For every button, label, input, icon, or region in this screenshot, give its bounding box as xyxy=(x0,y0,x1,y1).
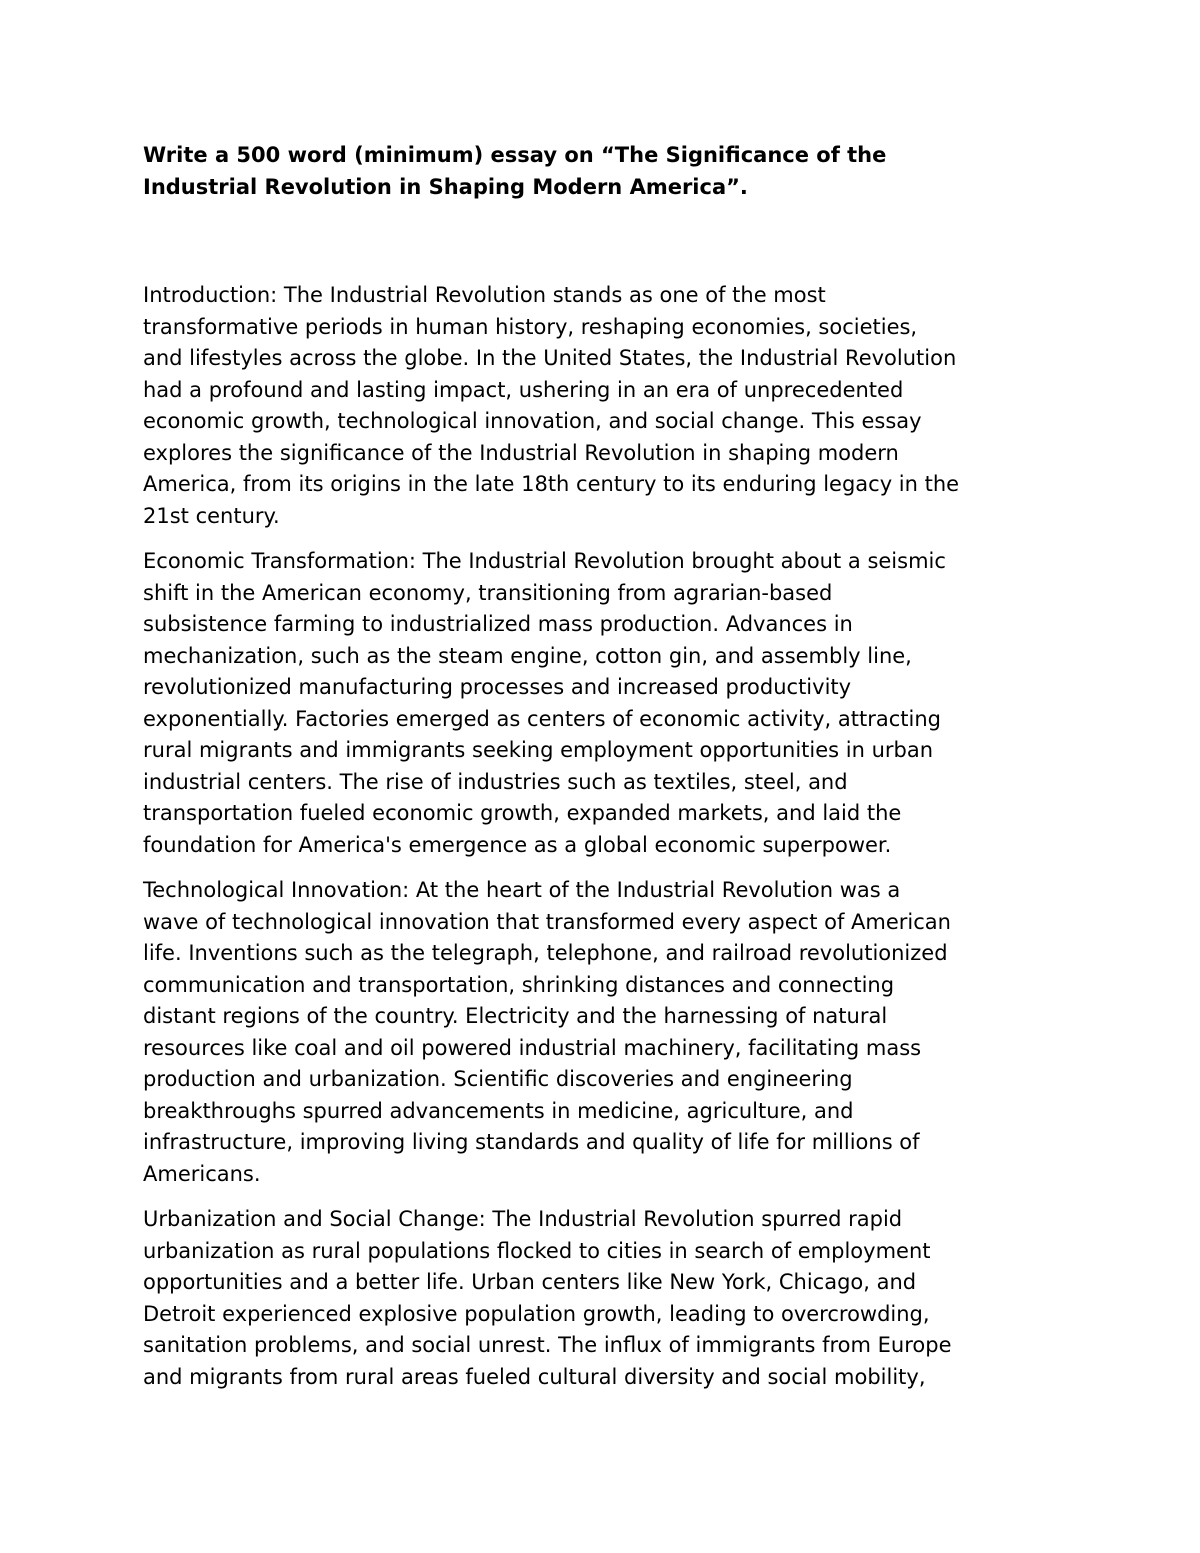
paragraph-economic-transformation: Economic Transformation: The Industrial Revolution brought about a seismic shift in the American economy, transitioning from agrarian-based subsistence farming to industrialized mass production. Advances in mechanization, such as the steam engine, cotton gin, and assembly line, revolutionized manufacturing processes and increased productivity exponentially. Factories emerged as centers of economic activity, attracting rural migrants and immigrants seeking employment opportunities in urban industrial centers. The rise of industries such as textiles, steel, and transportation fueled economic growth, expanded markets, and laid the foundation for America's emergence as a global economic superpower. xyxy=(143,549,946,857)
document-content xyxy=(143,140,1065,1407)
essay-prompt-title: Write a 500 word (minimum) essay on “The Significance of the Industrial Revolution in Shaping Modern America”. xyxy=(143,143,887,199)
paragraph-technological-innovation: Technological Innovation: At the heart of the Industrial Revolution was a wave of technological innovation that transformed every aspect of American life. Inventions such as the telegraph, telephone, and railroad revolutionized communication and transportation, shrinking distances and connecting distant regions of the country. Electricity and the harnessing of natural resources like coal and oil powered industrial machinery, facilitating mass production and urbanization. Scientific discoveries and engineering breakthroughs spurred advancements in medicine, agriculture, and infrastructure, improving living standards and quality of life for millions of Americans. xyxy=(143,878,951,1186)
paragraph-introduction: Introduction: The Industrial Revolution stands as one of the most transformative periods in human history, reshaping economies, societies, and lifestyles across the globe. In the United States, the Industrial Revolution had a profound and lasting impact, ushering in an era of unprecedented economic growth, technological innovation, and social change. This essay explores the significance of the Industrial Revolution in shaping modern America, from its origins in the late 18th century to its enduring legacy in the 21st century. xyxy=(143,283,960,528)
title-spacer xyxy=(143,203,1065,280)
paragraph-urbanization-social-change: Urbanization and Social Change: The Industrial Revolution spurred rapid urbanization as rural populations flocked to cities in search of employment opportunities and a better life. Urban centers like New York, Chicago, and Detroit experienced explosive population growth, leading to overcrowding, sanitation problems, and social unrest. The influx of immigrants from Europe and migrants from rural areas fueled cultural diversity and social mobility, xyxy=(143,1207,952,1389)
